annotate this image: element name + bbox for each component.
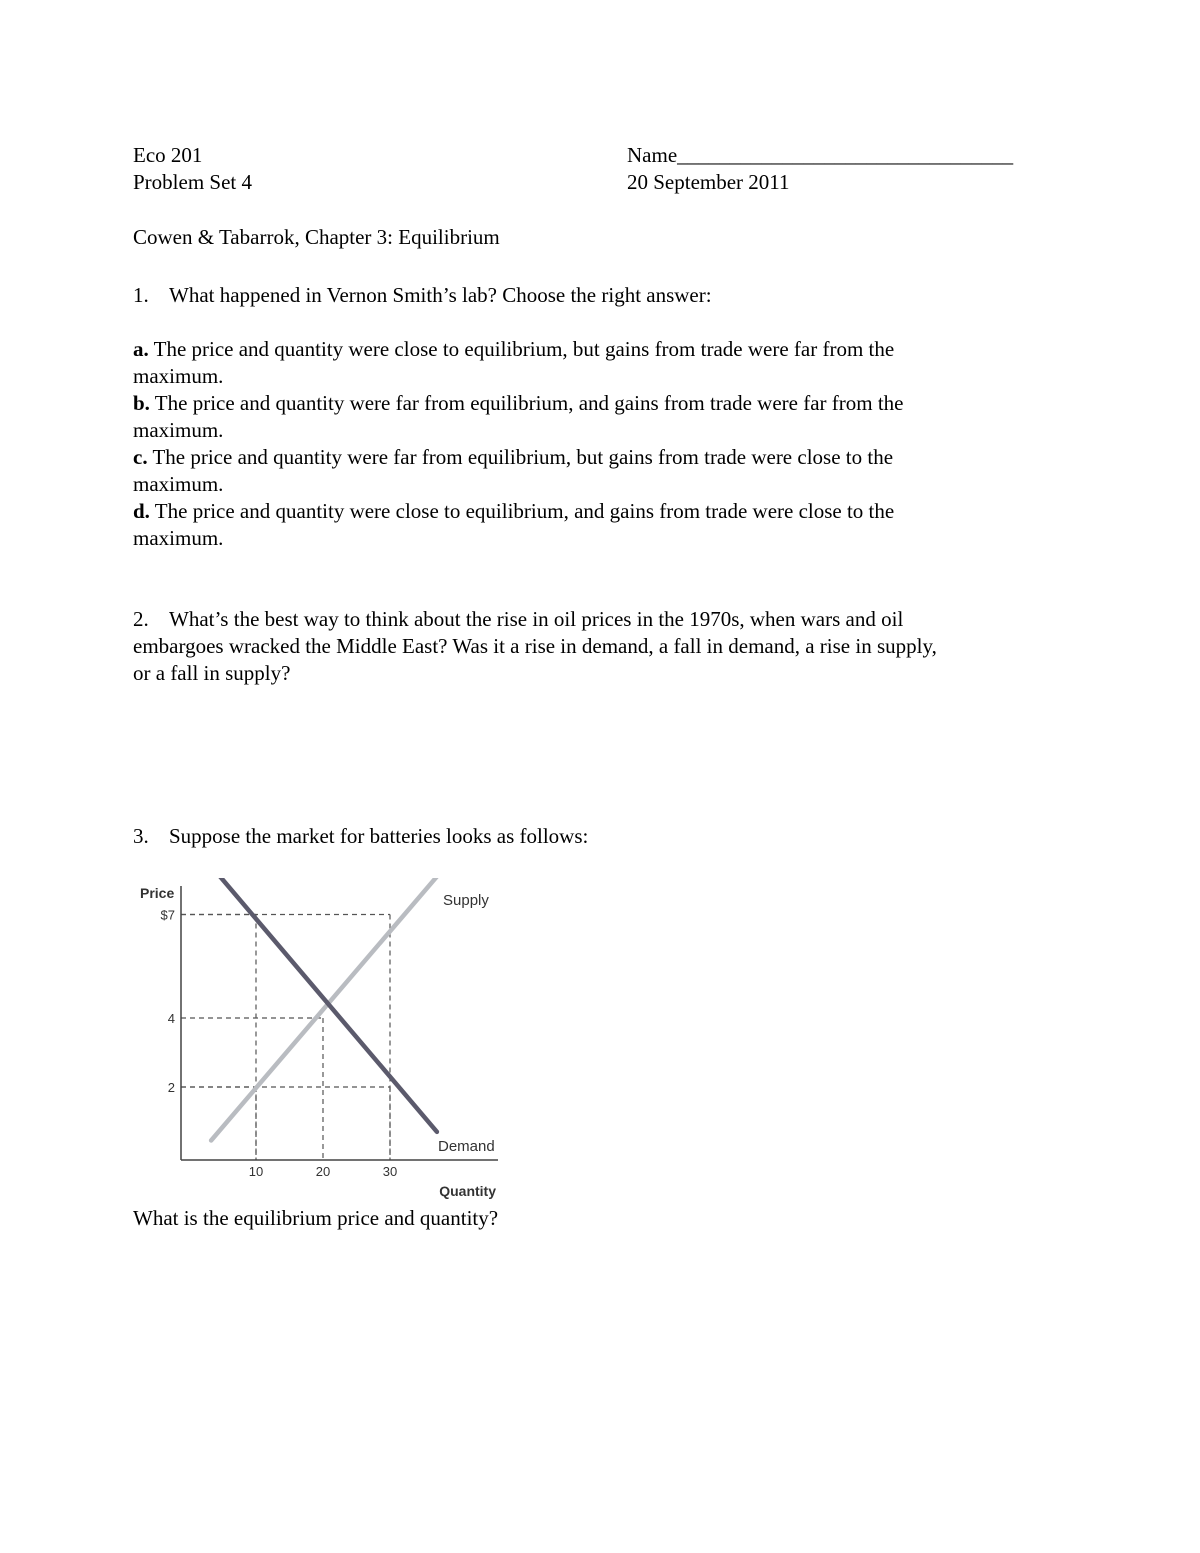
supply-demand-chart	[130, 878, 510, 1208]
option-d-line1	[133, 498, 894, 525]
option-d-letter: d.	[133, 499, 150, 523]
question-1-number: 1.	[133, 283, 149, 307]
series-lines	[211, 878, 437, 1140]
question-2-line3: or a fall in supply?	[133, 661, 291, 685]
date-label: 20 September 2011	[627, 170, 790, 194]
option-c-line1	[133, 444, 893, 471]
x-tick-label: 30	[382, 1164, 398, 1179]
option-b-line1	[133, 390, 904, 417]
course-label: Eco 201	[133, 143, 203, 167]
y-axis-label: Price	[140, 885, 175, 901]
question-3-number: 3.	[133, 824, 149, 848]
option-d-line2: maximum.	[133, 526, 224, 550]
question-2-line1	[133, 606, 903, 633]
name-label: Name	[627, 143, 678, 167]
y-tick-label: $7	[160, 907, 175, 923]
question-3-text: Suppose the market for batteries looks as follows:	[169, 824, 589, 848]
question-3	[133, 823, 588, 850]
demand-legend-label: Demand	[438, 1138, 495, 1155]
y-tick-label: 2	[167, 1080, 175, 1095]
problem-set-label: Problem Set 4	[133, 170, 252, 194]
x-tick-label: 10	[248, 1164, 264, 1179]
option-c-line2: maximum.	[133, 472, 224, 496]
option-b-text: The price and quantity were far from equilibrium, and gains from trade were far from the	[149, 391, 904, 415]
question-2-line2: embargoes wracked the Middle East? Was it a rise in demand, a fall in demand, a rise in supply,	[133, 634, 937, 658]
name-field[interactable]	[627, 142, 1013, 169]
option-b-letter: b.	[133, 391, 150, 415]
option-a-letter: a.	[133, 337, 149, 361]
option-c-text: The price and quantity were far from equilibrium, but gains from trade were close to the	[147, 445, 894, 469]
question-1	[133, 282, 712, 309]
option-a-line1	[133, 336, 894, 363]
y-tick-label: 4	[167, 1011, 175, 1026]
question-1-text: What happened in Vernon Smith’s lab? Choose the right answer:	[169, 283, 712, 307]
question-3-followup: What is the equilibrium price and quantity?	[133, 1206, 499, 1230]
chapter-title: Cowen & Tabarrok, Chapter 3: Equilibrium	[133, 225, 500, 249]
question-2-number: 2.	[133, 607, 149, 631]
option-d-text: The price and quantity were close to equilibrium, and gains from trade were close to the	[149, 499, 895, 523]
x-tick-label: 20	[315, 1164, 331, 1179]
supply-legend-label: Supply	[443, 892, 489, 909]
x-axis-label: Quantity	[439, 1183, 496, 1199]
option-a-line2: maximum.	[133, 364, 224, 388]
option-c-letter: c.	[133, 445, 148, 469]
supply-curve	[211, 878, 437, 1140]
name-blank-line[interactable]: ________________________________	[677, 143, 1014, 167]
option-a-text: The price and quantity were close to equilibrium, but gains from trade were far from the	[148, 337, 895, 361]
question-2-text: What’s the best way to think about the rise in oil prices in the 1970s, when wars and oil	[169, 607, 904, 631]
option-b-line2: maximum.	[133, 418, 224, 442]
